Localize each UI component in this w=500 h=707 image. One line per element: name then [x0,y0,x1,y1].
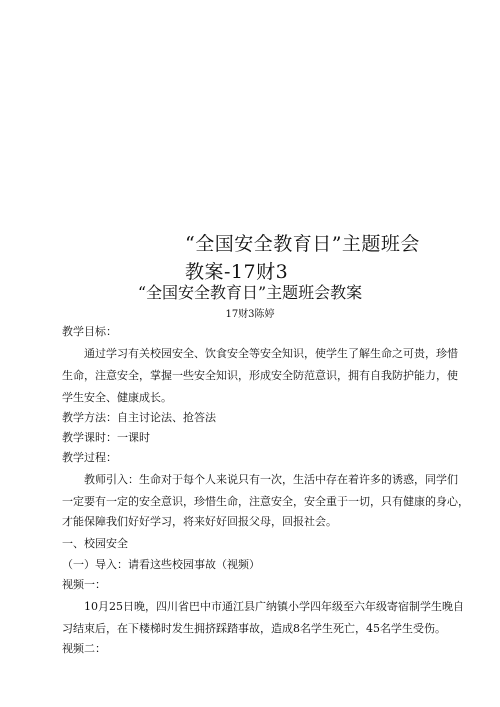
document-subtitle: “全国安全教育日”主题班会教案 [137,283,363,302]
paragraph-line: 生命，注意安全，掌握一些安全知识，形成安全防范意识，拥有自我防护能力，使 [62,369,458,382]
document-title-line-2: 教案-17财3 [185,261,289,283]
document-title-line-1: “全国安全教育日”主题班会 [185,233,420,255]
paragraph-line: 习结束后，在下楼梯时发生拥挤踩踏事故，造成8名学生死亡，45名学生受伤。 [62,622,446,635]
paragraph-line: 教师引入：生命对于每个人来说只有一次，生活中存在着许多的诱惑，同学们 [84,473,458,486]
subsection-heading-intro: （一）导入：请看这些校园事故（视频） [62,558,260,571]
paragraph-line: 学生安全、健康成长。 [62,391,172,404]
paragraph-line: 通过学习有关校园安全、饮食安全等安全知识，使学生了解生命之可贵，珍惜 [84,347,458,360]
section-heading-periods: 教学课时：一课时 [62,431,150,444]
section-heading-campus-safety: 一、校园安全 [62,537,128,550]
paragraph-line: 一定要有一定的安全意识，珍惜生命，注意安全，安全重于一切，只有健康的身心， [62,495,469,508]
document-author: 17财3陈婷 [225,309,275,320]
section-heading-methods: 教学方法：自主讨论法、抢答法 [62,411,216,424]
paragraph-line: 10月25日晚，四川省巴中市通江县广纳镇小学四年级至六年级寄宿制学生晚自 [84,600,464,613]
section-heading-objectives: 教学目标： [62,325,117,338]
video-heading-2: 视频二： [62,642,106,655]
paragraph-line: 才能保障我们好好学习，将来好好回报父母，回报社会。 [62,515,337,528]
video-heading-1: 视频一： [62,578,106,591]
section-heading-process: 教学过程： [62,451,117,464]
